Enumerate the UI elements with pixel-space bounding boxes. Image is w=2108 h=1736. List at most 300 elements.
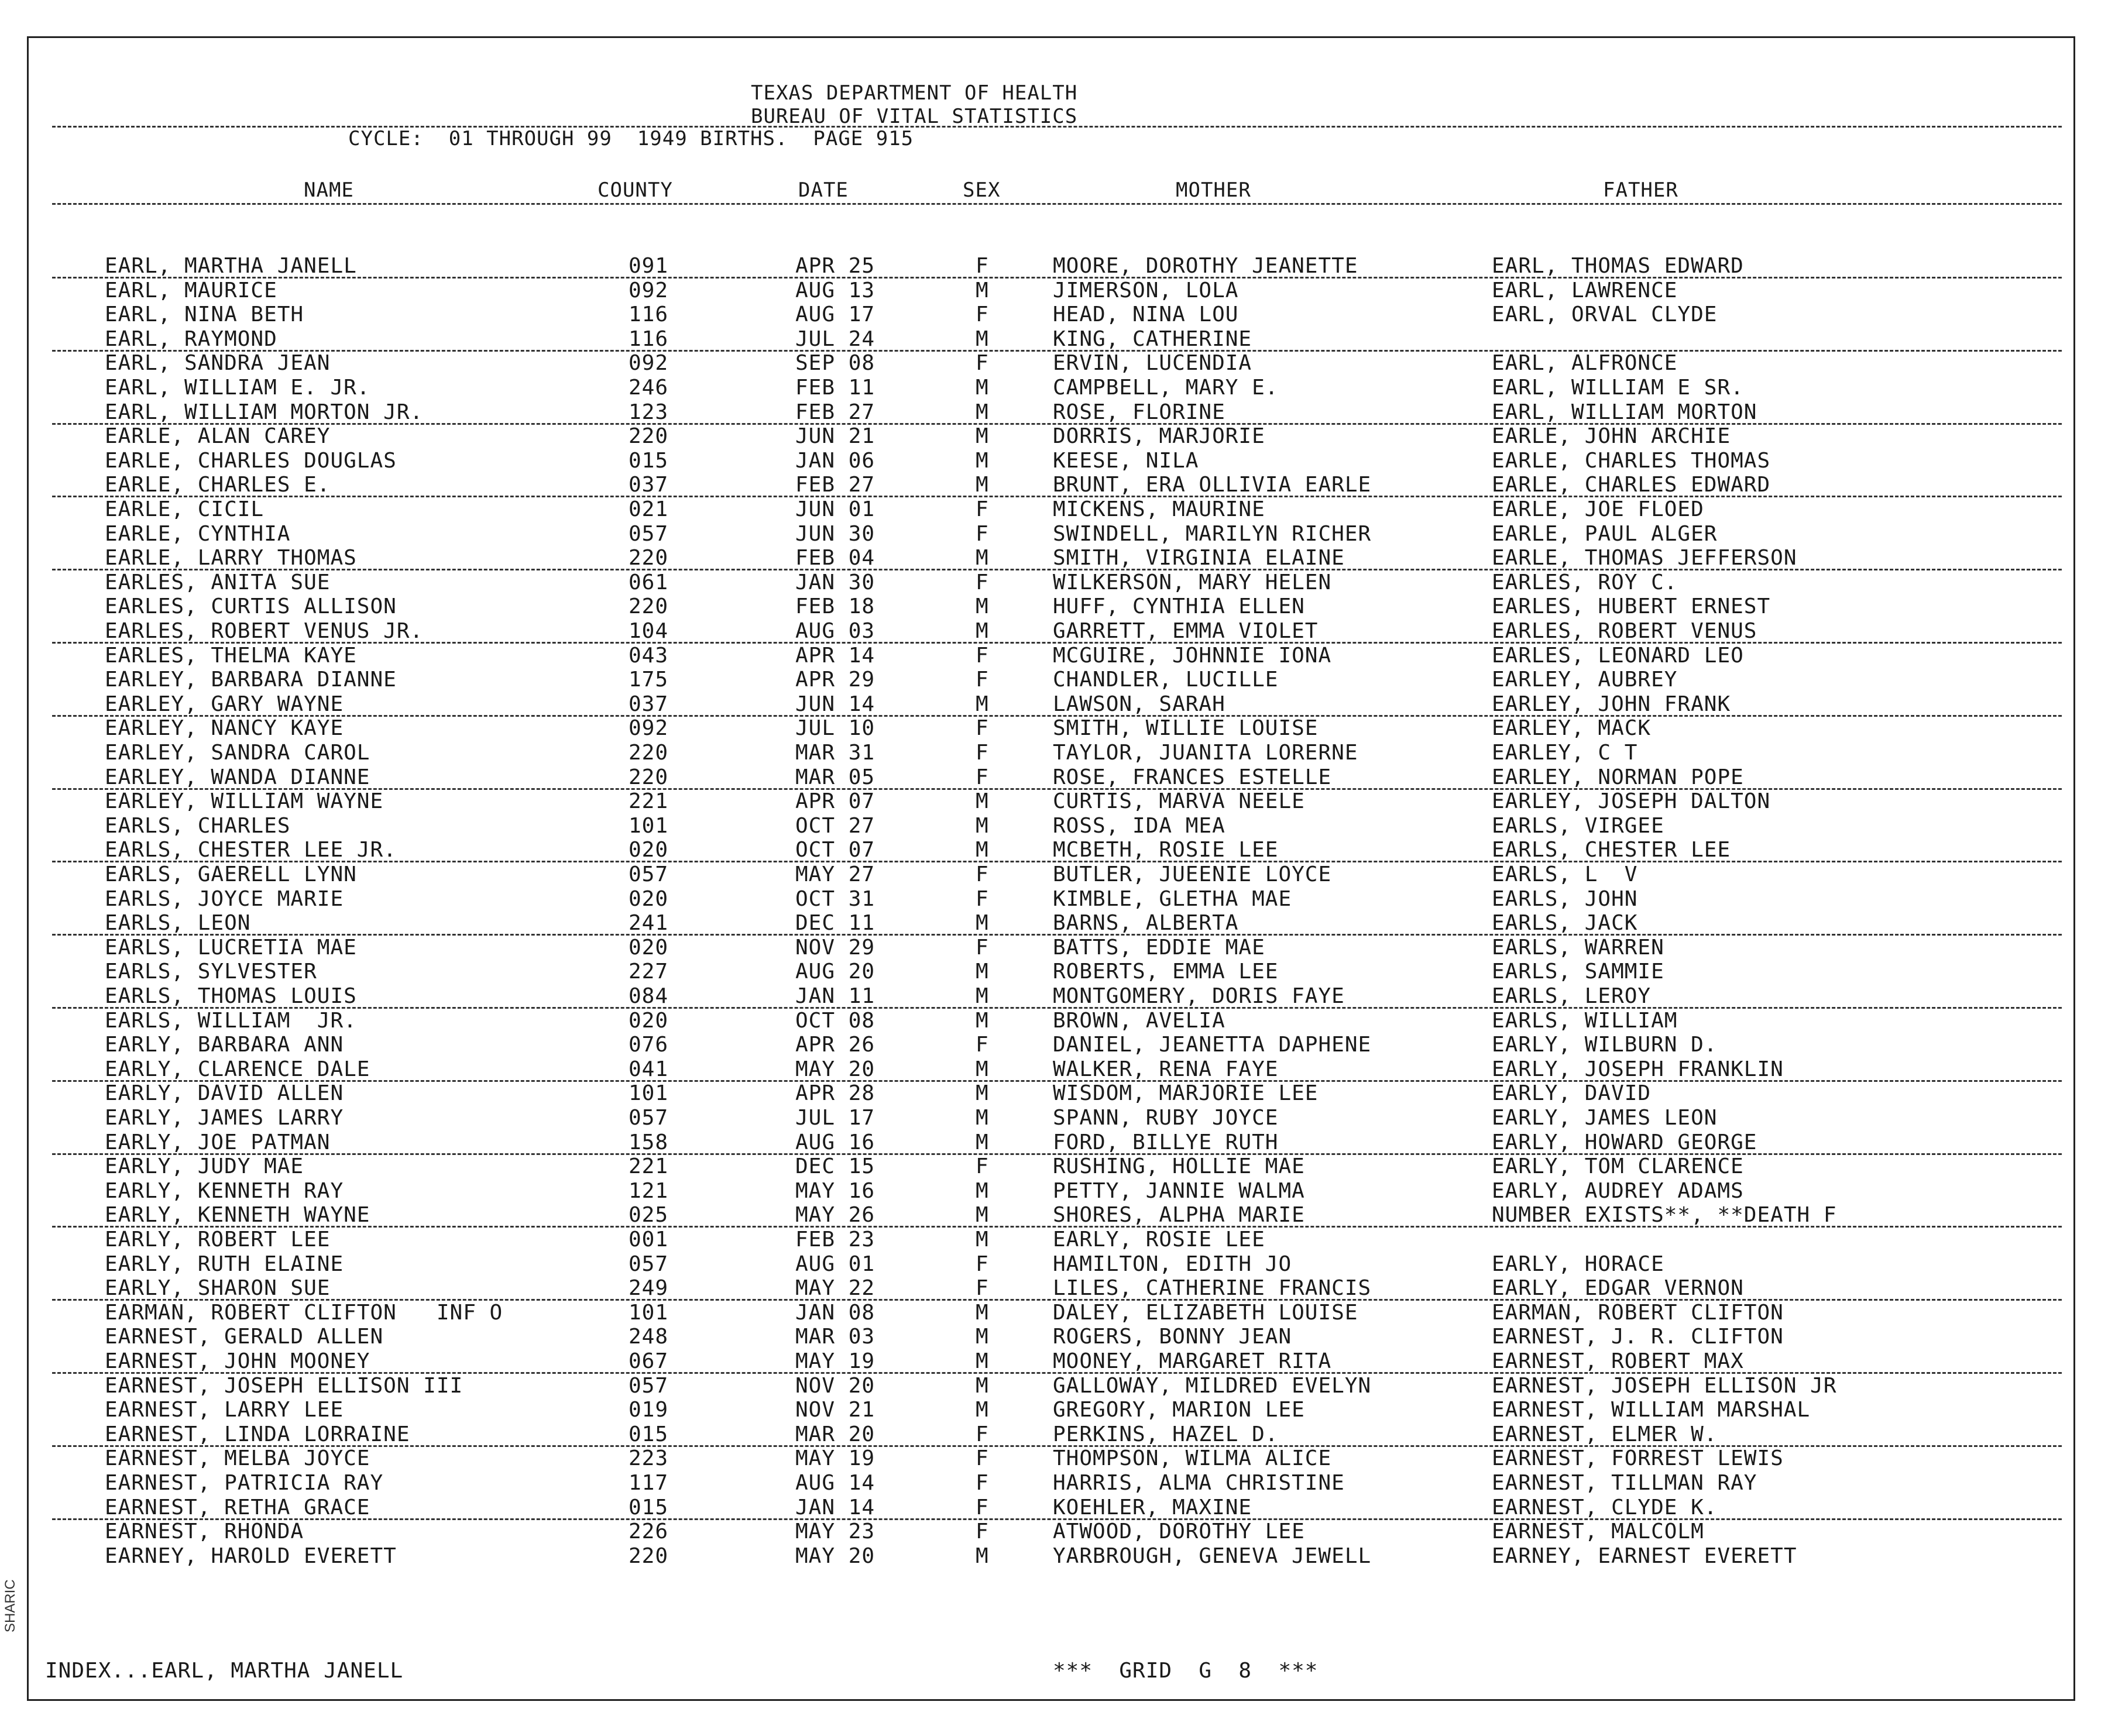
cell-name: EARL, WILLIAM E. JR. [105, 376, 370, 400]
cell-mother: WILKERSON, MARY HELEN [1053, 570, 1332, 594]
cell-county: 015 [629, 448, 669, 473]
cell-mother: YARBROUGH, GENEVA JEWELL [1053, 1544, 1372, 1568]
cell-date: APR 25 [795, 254, 876, 278]
cell-county: 117 [629, 1471, 669, 1495]
cell-name: EARLEY, WILLIAM WAYNE [105, 789, 384, 814]
side-label: SHARIC [2, 1579, 18, 1632]
cell-sex: F [976, 1422, 989, 1446]
cell-name: EARLS, LUCRETIA MAE [105, 935, 357, 960]
cell-sex: M [976, 594, 989, 619]
cell-mother: ATWOOD, DOROTHY LEE [1053, 1520, 1305, 1544]
cell-county: 019 [629, 1398, 669, 1422]
column-header-father: FATHER [1603, 178, 1678, 202]
cell-name: EARLS, GAERELL LYNN [105, 862, 357, 886]
cell-date: APR 28 [795, 1081, 876, 1106]
cell-date: JUN 01 [795, 497, 876, 521]
cell-sex: F [976, 1495, 989, 1520]
cell-sex: M [976, 838, 989, 862]
cell-date: APR 07 [795, 789, 876, 814]
cell-father: EARLES, HUBERT ERNEST [1492, 594, 1771, 619]
cell-father: EARLS, LEROY [1492, 984, 1652, 1008]
cell-mother: KOEHLER, MAXINE [1053, 1495, 1252, 1520]
cell-name: EARNEST, JOSEPH ELLISON III [105, 1373, 464, 1398]
cell-mother: BROWN, AVELIA [1053, 1008, 1225, 1033]
cell-sex: M [976, 1228, 989, 1252]
cell-name: EARLY, KENNETH WAYNE [105, 1203, 370, 1228]
cell-sex: F [976, 521, 989, 546]
cell-mother: ROSE, FLORINE [1053, 400, 1225, 424]
cell-mother: HAMILTON, EDITH JO [1053, 1252, 1292, 1276]
cell-county: 123 [629, 400, 669, 424]
cell-date: MAR 20 [795, 1422, 876, 1446]
cell-sex: M [976, 692, 989, 716]
cell-name: EARNEY, HAROLD EVERETT [105, 1544, 397, 1568]
cell-mother: CHANDLER, LUCILLE [1053, 668, 1279, 692]
cell-date: FEB 27 [795, 473, 876, 497]
cell-father: EARLY, AUDREY ADAMS [1492, 1178, 1744, 1203]
cell-sex: M [976, 619, 989, 643]
cell-mother: MONTGOMERY, DORIS FAYE [1053, 984, 1345, 1008]
cell-mother: KEESE, NILA [1053, 448, 1199, 473]
cell-county: 021 [629, 497, 669, 521]
cell-sex: M [976, 1106, 989, 1130]
cell-sex: F [976, 643, 989, 668]
cell-mother: FORD, BILLYE RUTH [1053, 1130, 1279, 1154]
cell-sex: M [976, 1398, 989, 1422]
cell-father: EARLES, ROY C. [1492, 570, 1678, 594]
cell-father: EARLEY, JOHN FRANK [1492, 692, 1731, 716]
cell-father: EARLY, WILBURN D. [1492, 1033, 1718, 1057]
cell-father: EARLE, JOE FLOED [1492, 497, 1704, 521]
cell-sex: M [976, 546, 989, 570]
cell-name: EARLES, ANITA SUE [105, 570, 331, 594]
cell-date: APR 29 [795, 668, 876, 692]
cell-mother: EARLY, ROSIE LEE [1053, 1228, 1265, 1252]
cell-county: 020 [629, 838, 669, 862]
cell-sex: M [976, 1373, 989, 1398]
cell-county: 015 [629, 1422, 669, 1446]
cell-sex: F [976, 1471, 989, 1495]
cell-date: AUG 13 [795, 278, 876, 302]
cell-date: DEC 11 [795, 911, 876, 936]
cell-date: JAN 30 [795, 570, 876, 594]
cell-county: 025 [629, 1203, 669, 1228]
cell-father: EARLS, WILLIAM [1492, 1008, 1678, 1033]
cell-mother: SPANN, RUBY JOYCE [1053, 1106, 1279, 1130]
cell-county: 057 [629, 1106, 669, 1130]
cell-sex: M [976, 1008, 989, 1033]
cell-county: 043 [629, 643, 669, 668]
cell-mother: SWINDELL, MARILYN RICHER [1053, 521, 1372, 546]
cell-date: MAY 23 [795, 1520, 876, 1544]
cell-date: AUG 17 [795, 302, 876, 327]
cell-date: MAY 20 [795, 1544, 876, 1568]
cell-name: EARLEY, BARBARA DIANNE [105, 668, 397, 692]
cell-date: AUG 16 [795, 1130, 876, 1154]
cell-name: EARNEST, RHONDA [105, 1520, 304, 1544]
cell-county: 057 [629, 1252, 669, 1276]
cell-date: FEB 27 [795, 400, 876, 424]
cell-county: 020 [629, 1008, 669, 1033]
cell-county: 001 [629, 1228, 669, 1252]
cell-father: EARLES, LEONARD LEO [1492, 643, 1744, 668]
cell-county: 121 [629, 1178, 669, 1203]
cell-date: JUL 17 [795, 1106, 876, 1130]
cell-name: EARLE, CYNTHIA [105, 521, 291, 546]
cell-date: NOV 29 [795, 935, 876, 960]
cell-name: EARNEST, GERALD ALLEN [105, 1325, 384, 1349]
column-header-rule [52, 203, 2062, 205]
cell-county: 104 [629, 619, 669, 643]
cell-mother: ERVIN, LUCENDIA [1053, 351, 1252, 376]
cell-sex: M [976, 960, 989, 984]
cell-date: MAY 16 [795, 1178, 876, 1203]
cell-sex: M [976, 278, 989, 302]
cell-county: 175 [629, 668, 669, 692]
cell-father: EARNEST, JOSEPH ELLISON JR [1492, 1373, 1837, 1398]
cell-father: EARLEY, AUBREY [1492, 668, 1678, 692]
cell-county: 116 [629, 302, 669, 327]
cell-county: 223 [629, 1446, 669, 1471]
cell-father: EARLY, TOM CLARENCE [1492, 1154, 1744, 1179]
cell-county: 091 [629, 254, 669, 278]
cell-father: EARLEY, JOSEPH DALTON [1492, 789, 1771, 814]
cell-mother: LILES, CATHERINE FRANCIS [1053, 1276, 1372, 1301]
cell-county: 220 [629, 546, 669, 570]
cell-county: 084 [629, 984, 669, 1008]
cell-name: EARLS, CHESTER LEE JR. [105, 838, 397, 862]
cell-father: EARL, LAWRENCE [1492, 278, 1678, 302]
cell-sex: F [976, 1033, 989, 1057]
cell-county: 076 [629, 1033, 669, 1057]
cell-sex: M [976, 1178, 989, 1203]
cell-sex: M [976, 1203, 989, 1228]
cell-father: EARLY, JAMES LEON [1492, 1106, 1718, 1130]
column-header-date: DATE [798, 178, 849, 202]
cell-sex: M [976, 473, 989, 497]
cell-father: EARLEY, NORMAN POPE [1492, 765, 1744, 789]
cell-father: EARNEST, ELMER W. [1492, 1422, 1718, 1446]
cell-name: EARNEST, LINDA LORRAINE [105, 1422, 410, 1446]
cell-mother: DORRIS, MARJORIE [1053, 424, 1265, 449]
cell-date: JUN 21 [795, 424, 876, 449]
cell-mother: BUTLER, JUEENIE LOYCE [1053, 862, 1332, 886]
cell-county: 116 [629, 326, 669, 351]
cell-county: 226 [629, 1520, 669, 1544]
cell-name: EARLY, JOE PATMAN [105, 1130, 331, 1154]
cell-date: JUL 24 [795, 326, 876, 351]
cell-date: MAY 20 [795, 1057, 876, 1081]
cell-name: EARLS, LEON [105, 911, 251, 936]
cell-county: 220 [629, 424, 669, 449]
column-header-name: NAME [304, 178, 354, 202]
cell-name: EARLY, SHARON SUE [105, 1276, 331, 1301]
cell-father: EARLY, JOSEPH FRANKLIN [1492, 1057, 1784, 1081]
cell-sex: M [976, 911, 989, 936]
cell-county: 248 [629, 1325, 669, 1349]
cell-sex: M [976, 326, 989, 351]
cell-sex: M [976, 1325, 989, 1349]
cell-father: EARL, WILLIAM E SR. [1492, 376, 1744, 400]
cell-father: EARLES, ROBERT VENUS [1492, 619, 1757, 643]
header-department: TEXAS DEPARTMENT OF HEALTH [751, 81, 1078, 105]
cell-date: JAN 08 [795, 1300, 876, 1325]
cell-date: OCT 31 [795, 886, 876, 911]
cell-mother: JIMERSON, LOLA [1053, 278, 1239, 302]
cell-name: EARLS, SYLVESTER [105, 960, 317, 984]
cell-county: 057 [629, 1373, 669, 1398]
cell-date: AUG 01 [795, 1252, 876, 1276]
cell-mother: SHORES, ALPHA MARIE [1053, 1203, 1305, 1228]
cell-county: 227 [629, 960, 669, 984]
cell-mother: PETTY, JANNIE WALMA [1053, 1178, 1305, 1203]
cell-name: EARLE, LARRY THOMAS [105, 546, 357, 570]
cell-county: 101 [629, 1300, 669, 1325]
cell-mother: MOONEY, MARGARET RITA [1053, 1349, 1332, 1373]
cell-father: EARLEY, MACK [1492, 716, 1652, 741]
cell-sex: F [976, 254, 989, 278]
cell-name: EARL, MAURICE [105, 278, 277, 302]
cell-sex: F [976, 1252, 989, 1276]
cell-sex: M [976, 424, 989, 449]
cell-name: EARLY, JAMES LARRY [105, 1106, 344, 1130]
cell-date: MAY 19 [795, 1349, 876, 1373]
cell-mother: MCGUIRE, JOHNNIE IONA [1053, 643, 1332, 668]
cell-mother: SMITH, VIRGINIA ELAINE [1053, 546, 1345, 570]
cell-mother: TAYLOR, JUANITA LORERNE [1053, 741, 1358, 765]
cell-date: JAN 14 [795, 1495, 876, 1520]
cell-name: EARLS, THOMAS LOUIS [105, 984, 357, 1008]
cell-father: EARLE, CHARLES THOMAS [1492, 448, 1771, 473]
cell-mother: GALLOWAY, MILDRED EVELYN [1053, 1373, 1372, 1398]
cell-father: EARLEY, C T [1492, 741, 1638, 765]
cell-date: FEB 04 [795, 546, 876, 570]
cell-mother: BRUNT, ERA OLLIVIA EARLE [1053, 473, 1372, 497]
cell-county: 092 [629, 278, 669, 302]
cell-county: 101 [629, 1081, 669, 1106]
cell-mother: THOMPSON, WILMA ALICE [1053, 1446, 1332, 1471]
cell-date: JAN 06 [795, 448, 876, 473]
footer-index: INDEX...EARL, MARTHA JANELL [45, 1659, 404, 1683]
cell-county: 092 [629, 716, 669, 741]
cell-father: EARMAN, ROBERT CLIFTON [1492, 1300, 1784, 1325]
cell-mother: ROBERTS, EMMA LEE [1053, 960, 1279, 984]
cell-sex: F [976, 1154, 989, 1179]
cell-mother: WALKER, RENA FAYE [1053, 1057, 1279, 1081]
cell-county: 220 [629, 765, 669, 789]
cell-name: EARNEST, JOHN MOONEY [105, 1349, 370, 1373]
cell-date: AUG 03 [795, 619, 876, 643]
cell-sex: M [976, 1081, 989, 1106]
cell-name: EARLY, KENNETH RAY [105, 1178, 344, 1203]
cell-mother: HEAD, NINA LOU [1053, 302, 1239, 327]
cell-mother: GREGORY, MARION LEE [1053, 1398, 1305, 1422]
cell-date: FEB 11 [795, 376, 876, 400]
cell-sex: F [976, 1520, 989, 1544]
cell-father: EARL, ORVAL CLYDE [1492, 302, 1718, 327]
cell-father: EARLY, HOWARD GEORGE [1492, 1130, 1757, 1154]
cell-father: EARL, WILLIAM MORTON [1492, 400, 1757, 424]
cell-name: EARLS, WILLIAM JR. [105, 1008, 357, 1033]
cell-father: EARLS, JOHN [1492, 886, 1638, 911]
cell-father: EARNEST, WILLIAM MARSHAL [1492, 1398, 1811, 1422]
cell-county: 220 [629, 741, 669, 765]
cell-county: 241 [629, 911, 669, 936]
cell-sex: F [976, 668, 989, 692]
cell-sex: M [976, 789, 989, 814]
header-cycle: CYCLE: 01 THROUGH 99 1949 BIRTHS. PAGE 915 [348, 127, 914, 150]
cell-sex: F [976, 935, 989, 960]
cell-county: 037 [629, 473, 669, 497]
cell-father: EARLE, THOMAS JEFFERSON [1492, 546, 1797, 570]
cell-date: SEP 08 [795, 351, 876, 376]
cell-father: EARLS, L V [1492, 862, 1638, 886]
cell-sex: M [976, 1544, 989, 1568]
cell-county: 037 [629, 692, 669, 716]
cell-date: OCT 07 [795, 838, 876, 862]
cell-name: EARLS, JOYCE MARIE [105, 886, 344, 911]
cell-mother: MOORE, DOROTHY JEANETTE [1053, 254, 1358, 278]
cell-date: OCT 08 [795, 1008, 876, 1033]
cell-father: EARL, ALFRONCE [1492, 351, 1678, 376]
column-header-mother: MOTHER [1176, 178, 1251, 202]
cell-father: EARLS, CHESTER LEE [1492, 838, 1731, 862]
cell-father: EARLS, JACK [1492, 911, 1638, 936]
cell-date: JUN 14 [795, 692, 876, 716]
cell-mother: LAWSON, SARAH [1053, 692, 1225, 716]
cell-father: EARLY, HORACE [1492, 1252, 1664, 1276]
cell-name: EARLE, ALAN CAREY [105, 424, 331, 449]
cell-county: 041 [629, 1057, 669, 1081]
cell-mother: GARRETT, EMMA VIOLET [1053, 619, 1319, 643]
cell-mother: ROSE, FRANCES ESTELLE [1053, 765, 1332, 789]
cell-sex: F [976, 862, 989, 886]
cell-name: EARL, WILLIAM MORTON JR. [105, 400, 424, 424]
cell-county: 015 [629, 1495, 669, 1520]
cell-sex: M [976, 448, 989, 473]
cell-mother: DALEY, ELIZABETH LOUISE [1053, 1300, 1358, 1325]
cell-name: EARL, RAYMOND [105, 326, 277, 351]
header-bureau: BUREAU OF VITAL STATISTICS [751, 105, 1078, 128]
cell-date: FEB 18 [795, 594, 876, 619]
cell-date: FEB 23 [795, 1228, 876, 1252]
cell-name: EARLE, CHARLES E. [105, 473, 331, 497]
cell-mother: WISDOM, MARJORIE LEE [1053, 1081, 1319, 1106]
cell-sex: M [976, 1130, 989, 1154]
cell-mother: CURTIS, MARVA NEELE [1053, 789, 1305, 814]
cell-name: EARLEY, GARY WAYNE [105, 692, 344, 716]
cell-date: AUG 20 [795, 960, 876, 984]
cell-father: EARNEST, ROBERT MAX [1492, 1349, 1744, 1373]
cell-name: EARL, NINA BETH [105, 302, 304, 327]
cell-county: 220 [629, 1544, 669, 1568]
cell-mother: SMITH, WILLIE LOUISE [1053, 716, 1319, 741]
cell-mother: BARNS, ALBERTA [1053, 911, 1239, 936]
cell-sex: M [976, 1057, 989, 1081]
cell-date: MAR 03 [795, 1325, 876, 1349]
cell-date: MAY 19 [795, 1446, 876, 1471]
cell-name: EARLY, DAVID ALLEN [105, 1081, 344, 1106]
cell-county: 061 [629, 570, 669, 594]
cell-name: EARLEY, WANDA DIANNE [105, 765, 370, 789]
cell-date: NOV 20 [795, 1373, 876, 1398]
cell-name: EARLEY, NANCY KAYE [105, 716, 344, 741]
cell-sex: F [976, 497, 989, 521]
cell-name: EARLY, RUTH ELAINE [105, 1252, 344, 1276]
cell-county: 101 [629, 813, 669, 838]
cell-father: EARLE, CHARLES EDWARD [1492, 473, 1771, 497]
cell-name: EARMAN, ROBERT CLIFTON INF O [105, 1300, 503, 1325]
cell-mother: ROSS, IDA MEA [1053, 813, 1225, 838]
cell-sex: F [976, 351, 989, 376]
cell-father: EARNEST, J. R. CLIFTON [1492, 1325, 1784, 1349]
cell-county: 092 [629, 351, 669, 376]
cell-father: EARLY, DAVID [1492, 1081, 1652, 1106]
cell-father: EARNEST, TILLMAN RAY [1492, 1471, 1757, 1495]
cell-county: 020 [629, 886, 669, 911]
cell-name: EARLY, BARBARA ANN [105, 1033, 344, 1057]
cell-date: MAY 26 [795, 1203, 876, 1228]
column-header-county: COUNTY [598, 178, 673, 202]
cell-date: AUG 14 [795, 1471, 876, 1495]
cell-sex: F [976, 716, 989, 741]
cell-name: EARLES, THELMA KAYE [105, 643, 357, 668]
cell-name: EARL, SANDRA JEAN [105, 351, 331, 376]
cell-father: EARNEST, MALCOLM [1492, 1520, 1704, 1544]
cell-father: EARNEST, FORREST LEWIS [1492, 1446, 1784, 1471]
cell-father: EARLS, SAMMIE [1492, 960, 1664, 984]
cell-sex: M [976, 984, 989, 1008]
cell-sex: F [976, 1446, 989, 1471]
cell-name: EARNEST, PATRICIA RAY [105, 1471, 384, 1495]
cell-sex: F [976, 741, 989, 765]
cell-mother: CAMPBELL, MARY E. [1053, 376, 1279, 400]
cell-name: EARNEST, LARRY LEE [105, 1398, 344, 1422]
cell-date: JAN 11 [795, 984, 876, 1008]
cell-county: 220 [629, 594, 669, 619]
cell-father: EARLE, JOHN ARCHIE [1492, 424, 1731, 449]
cell-father: EARLY, EDGAR VERNON [1492, 1276, 1744, 1301]
cell-mother: KING, CATHERINE [1053, 326, 1252, 351]
cell-name: EARNEST, RETHA GRACE [105, 1495, 370, 1520]
cell-date: APR 26 [795, 1033, 876, 1057]
cell-name: EARLY, JUDY MAE [105, 1154, 304, 1179]
cell-name: EARLY, ROBERT LEE [105, 1228, 331, 1252]
cell-mother: MCBETH, ROSIE LEE [1053, 838, 1279, 862]
cell-mother: HARRIS, ALMA CHRISTINE [1053, 1471, 1345, 1495]
cell-father: EARLE, PAUL ALGER [1492, 521, 1718, 546]
cell-mother: BATTS, EDDIE MAE [1053, 935, 1265, 960]
footer-grid: *** GRID G 8 *** [1053, 1659, 1319, 1683]
cell-county: 067 [629, 1349, 669, 1373]
cell-county: 158 [629, 1130, 669, 1154]
cell-mother: PERKINS, HAZEL D. [1053, 1422, 1279, 1446]
cell-date: DEC 15 [795, 1154, 876, 1179]
cell-father: EARNEST, CLYDE K. [1492, 1495, 1718, 1520]
cell-date: APR 14 [795, 643, 876, 668]
cell-sex: F [976, 302, 989, 327]
cell-mother: DANIEL, JEANETTA DAPHENE [1053, 1033, 1372, 1057]
cell-date: MAR 31 [795, 741, 876, 765]
cell-date: NOV 21 [795, 1398, 876, 1422]
cell-date: MAY 22 [795, 1276, 876, 1301]
cell-father: EARLS, VIRGEE [1492, 813, 1664, 838]
cell-name: EARL, MARTHA JANELL [105, 254, 357, 278]
cell-sex: M [976, 1349, 989, 1373]
cell-name: EARLS, CHARLES [105, 813, 291, 838]
cell-sex: M [976, 813, 989, 838]
cell-date: JUL 10 [795, 716, 876, 741]
